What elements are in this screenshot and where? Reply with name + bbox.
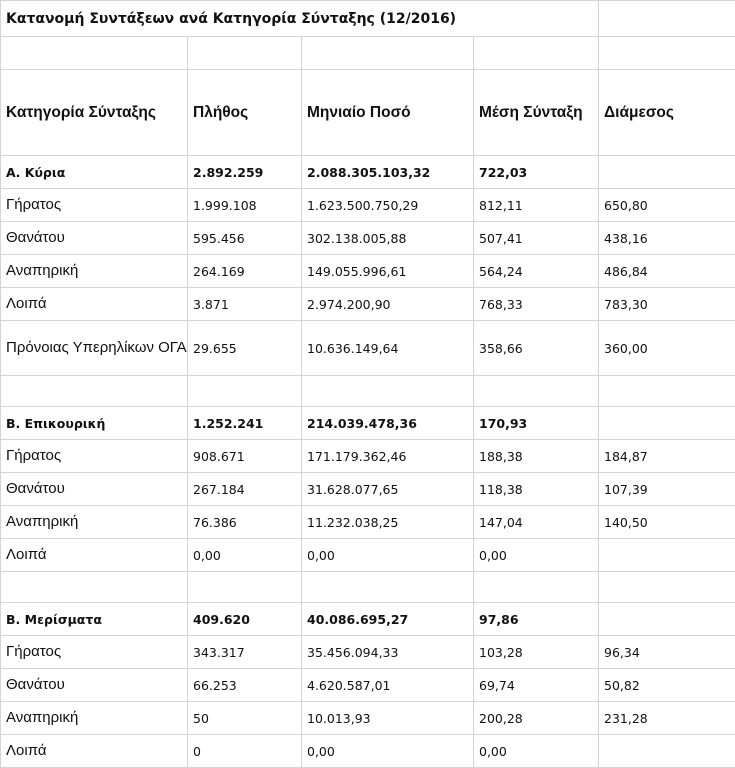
row-median: 96,34: [599, 636, 735, 669]
row-average: 358,66: [474, 321, 599, 376]
row-count: 0: [188, 735, 302, 768]
row-amount: 149.055.996,61: [302, 255, 474, 288]
table-title: Κατανομή Συντάξεων ανά Κατηγορία Σύνταξης (12/2016): [1, 1, 599, 37]
empty-cell: [599, 1, 735, 37]
group-label: Α. Κύρια: [1, 156, 188, 189]
row-median: 360,00: [599, 321, 735, 376]
row-median: 486,84: [599, 255, 735, 288]
group-row: [1, 603, 735, 636]
table-row: [1, 255, 735, 288]
row-amount: 11.232.038,25: [302, 506, 474, 539]
table-row: [1, 473, 735, 506]
group-average: 722,03: [474, 156, 599, 189]
row-amount: 31.628.077,65: [302, 473, 474, 506]
row-count: 0,00: [188, 539, 302, 572]
table-row: [1, 539, 735, 572]
group-label: Β. Επικουρική: [1, 407, 188, 440]
column-header-amount: Μηνιαίο Ποσό: [302, 70, 474, 156]
group-amount: 40.086.695,27: [302, 603, 474, 636]
empty-cell: [599, 407, 735, 440]
row-count: 76.386: [188, 506, 302, 539]
row-category: Θανάτου: [1, 222, 188, 255]
row-average: 564,24: [474, 255, 599, 288]
row-amount: 4.620.587,01: [302, 669, 474, 702]
row-average: 200,28: [474, 702, 599, 735]
group-average: 97,86: [474, 603, 599, 636]
row-count: 267.184: [188, 473, 302, 506]
row-category: Αναπηρική: [1, 255, 188, 288]
row-count: 595.456: [188, 222, 302, 255]
empty-cell: [599, 603, 735, 636]
table-row: [1, 440, 735, 473]
row-median: 184,87: [599, 440, 735, 473]
row-count: 908.671: [188, 440, 302, 473]
row-category: Αναπηρική: [1, 702, 188, 735]
row-amount: 171.179.362,46: [302, 440, 474, 473]
row-count: 343.317: [188, 636, 302, 669]
column-header-category: Κατηγορία Σύνταξης: [1, 70, 188, 156]
row-amount: 1.623.500.750,29: [302, 189, 474, 222]
group-count: 409.620: [188, 603, 302, 636]
empty-cell: [474, 572, 599, 603]
table-row: [1, 702, 735, 735]
row-average: 812,11: [474, 189, 599, 222]
row-average: 768,33: [474, 288, 599, 321]
row-count: 264.169: [188, 255, 302, 288]
column-header-median: Διάμεσος: [599, 70, 735, 156]
row-count: 1.999.108: [188, 189, 302, 222]
row-count: 29.655: [188, 321, 302, 376]
row-category: Θανάτου: [1, 473, 188, 506]
table-row: [1, 735, 735, 768]
group-average: 170,93: [474, 407, 599, 440]
table-row: [1, 222, 735, 255]
column-header-average: Μέση Σύνταξη: [474, 70, 599, 156]
empty-cell: [188, 37, 302, 70]
row-category: Λοιπά: [1, 735, 188, 768]
group-row: [1, 407, 735, 440]
table-row: [1, 288, 735, 321]
spacer-row: [1, 572, 735, 603]
row-median: 650,80: [599, 189, 735, 222]
row-category: Γήρατος: [1, 636, 188, 669]
empty-cell: [474, 37, 599, 70]
table-row: [1, 636, 735, 669]
row-amount: 35.456.094,33: [302, 636, 474, 669]
empty-cell: [1, 37, 188, 70]
table-row: [1, 506, 735, 539]
row-amount: 2.974.200,90: [302, 288, 474, 321]
row-median: 438,16: [599, 222, 735, 255]
empty-cell: [302, 37, 474, 70]
group-amount: 214.039.478,36: [302, 407, 474, 440]
row-average: 103,28: [474, 636, 599, 669]
row-category: Γήρατος: [1, 189, 188, 222]
empty-cell: [599, 156, 735, 189]
row-median: 140,50: [599, 506, 735, 539]
row-amount: 10.636.149,64: [302, 321, 474, 376]
empty-cell: [302, 572, 474, 603]
spacer-row: [1, 37, 735, 70]
empty-cell: [1, 572, 188, 603]
row-average: 0,00: [474, 735, 599, 768]
row-median: 231,28: [599, 702, 735, 735]
group-count: 2.892.259: [188, 156, 302, 189]
row-median: 783,30: [599, 288, 735, 321]
row-median: [599, 735, 735, 768]
row-average: 0,00: [474, 539, 599, 572]
row-count: 50: [188, 702, 302, 735]
row-amount: 0,00: [302, 735, 474, 768]
row-category: Πρόνοιας Υπερηλίκων ΟΓΑ: [1, 321, 188, 376]
empty-cell: [188, 376, 302, 407]
row-average: 188,38: [474, 440, 599, 473]
row-average: 69,74: [474, 669, 599, 702]
group-count: 1.252.241: [188, 407, 302, 440]
table-row: [1, 189, 735, 222]
empty-cell: [302, 376, 474, 407]
group-label: Β. Μερίσματα: [1, 603, 188, 636]
row-median: [599, 539, 735, 572]
row-category: Θανάτου: [1, 669, 188, 702]
group-amount: 2.088.305.103,32: [302, 156, 474, 189]
table-row: [1, 321, 735, 376]
table-row: [1, 669, 735, 702]
header-row: [1, 70, 735, 156]
group-row: [1, 156, 735, 189]
empty-cell: [188, 572, 302, 603]
column-header-count: Πλήθος: [188, 70, 302, 156]
row-amount: 10.013,93: [302, 702, 474, 735]
row-average: 507,41: [474, 222, 599, 255]
row-count: 3.871: [188, 288, 302, 321]
row-amount: 302.138.005,88: [302, 222, 474, 255]
empty-cell: [474, 376, 599, 407]
row-category: Λοιπά: [1, 539, 188, 572]
empty-cell: [599, 376, 735, 407]
title-row: [1, 1, 735, 37]
row-median: 50,82: [599, 669, 735, 702]
row-category: Λοιπά: [1, 288, 188, 321]
row-median: 107,39: [599, 473, 735, 506]
spacer-row: [1, 376, 735, 407]
empty-cell: [1, 376, 188, 407]
row-category: Αναπηρική: [1, 506, 188, 539]
row-count: 66.253: [188, 669, 302, 702]
row-category: Γήρατος: [1, 440, 188, 473]
row-amount: 0,00: [302, 539, 474, 572]
empty-cell: [599, 572, 735, 603]
row-average: 118,38: [474, 473, 599, 506]
row-average: 147,04: [474, 506, 599, 539]
empty-cell: [599, 37, 735, 70]
